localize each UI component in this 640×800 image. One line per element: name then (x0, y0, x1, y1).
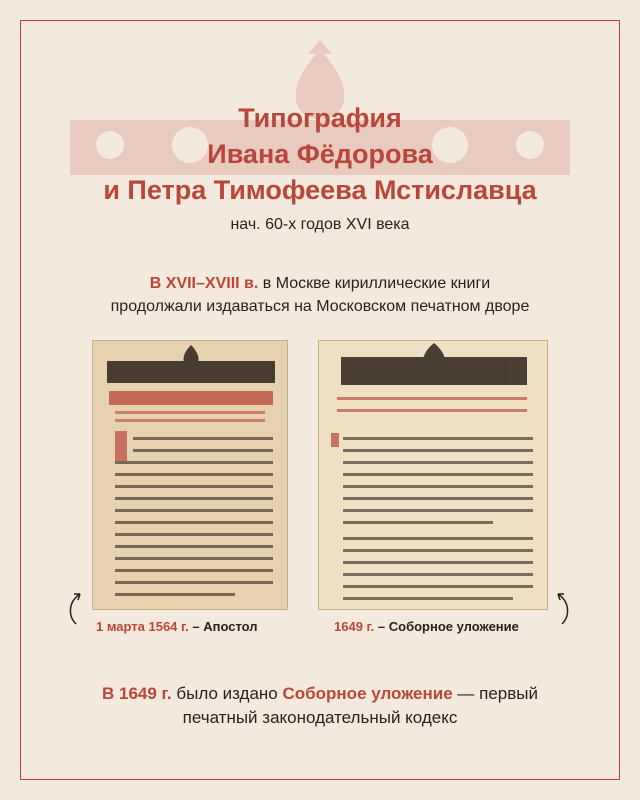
footer-text (40, 682, 600, 730)
intro-rest-2: продолжали издаваться на Московском печатном дворе (110, 298, 530, 315)
footer-highlight-book: Соборное уложение (282, 684, 453, 703)
title-line-1: Типография (238, 103, 402, 133)
caption-ulozhenie-sep: – (374, 619, 389, 634)
footer-line-2: печатный законодательный кодекс (182, 708, 458, 727)
caption-apostol-name: Апостол (203, 619, 258, 634)
footer-text-1: было издано (171, 684, 283, 703)
footer-text-2: — первый (452, 684, 538, 703)
caption-apostol-sep: – (188, 619, 204, 634)
caption-ulozhenie-name: Соборное уложение (388, 619, 519, 634)
title-line-3: и Петра Тимофеева Мстиславца (103, 175, 537, 205)
ulozhenie-page-image (319, 341, 548, 610)
intro-rest-1: в Москве кириллические книги (258, 275, 491, 292)
subtitle: нач. 60-х годов XVI века (230, 216, 410, 233)
page-title (40, 100, 600, 208)
intro-highlight: В XVII–XVIII в. (149, 275, 259, 292)
footer-highlight-year: В 1649 г. (102, 684, 172, 703)
curved-arrow-right-icon (546, 588, 572, 628)
caption-ulozhenie-date: 1649 г. (334, 619, 375, 634)
title-line-2: Ивана Фёдорова (207, 139, 433, 169)
book-page-ulozhenie (318, 340, 548, 610)
intro-text (40, 272, 600, 318)
caption-apostol (96, 619, 258, 634)
curved-arrow-left-icon (66, 588, 92, 628)
caption-ulozhenie (334, 619, 519, 634)
apostol-page-image (93, 341, 288, 610)
book-page-apostol (92, 340, 288, 610)
caption-apostol-date: 1 марта 1564 г. (96, 619, 189, 634)
